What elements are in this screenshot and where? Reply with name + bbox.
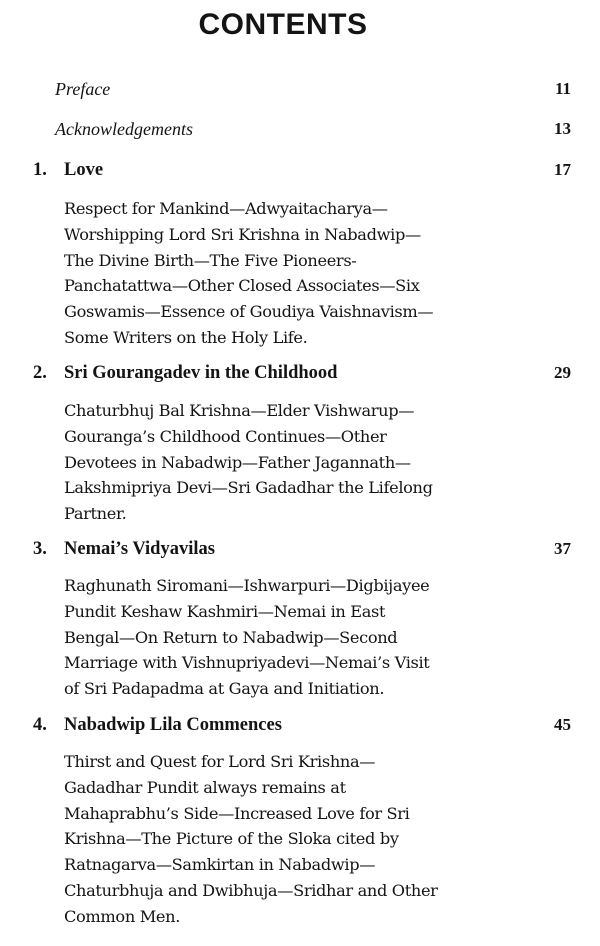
summary-line: Partner. xyxy=(64,504,127,524)
summary-line: of Sri Padapadma at Gaya and Initiation. xyxy=(64,679,385,699)
summary-line: Thirst and Quest for Lord Sri Krishna— xyxy=(64,752,376,771)
chapter-number: 1. xyxy=(33,160,47,180)
chapter-heading xyxy=(33,160,571,184)
page-number: 29 xyxy=(554,363,571,382)
chapter-title: Love xyxy=(64,160,104,180)
chapter-number: 2. xyxy=(33,363,47,383)
summary-line: Krishna—The Picture of the Sloka cited by xyxy=(64,829,399,849)
chapter-4-entry[interactable] xyxy=(33,715,571,926)
summary-line: Gadadhar Pundit always remains at xyxy=(64,777,346,797)
front-matter-title: Acknowledgements xyxy=(55,119,193,139)
chapter-summary xyxy=(64,196,531,351)
summary-line: Mahaprabhu’s Side—Increased Love for Sri xyxy=(64,803,410,823)
chapter-2-entry[interactable] xyxy=(33,363,571,524)
summary-line: Common Men. xyxy=(64,906,181,926)
page-number: 37 xyxy=(554,539,571,558)
summary-line: Chaturbhuja and Dwibhuja—Sridhar and Other xyxy=(64,880,438,900)
page-number: 45 xyxy=(554,715,571,734)
summary-line: Devotees in Nabadwip—Father Jagannath— xyxy=(64,452,411,472)
front-matter-title: Preface xyxy=(55,79,111,99)
summary-line: Worshipping Lord Sri Krishna in Nabadwip— xyxy=(64,224,421,244)
front-matter-acknowledgements[interactable] xyxy=(55,119,571,140)
summary-line: Some Writers on the Holy Life. xyxy=(64,327,308,347)
page-number: 13 xyxy=(554,119,571,138)
summary-line: Pundit Keshaw Kashmiri—Nemai in East xyxy=(64,601,386,621)
summary-line: Respect for Mankind—Adwyaitacharya— xyxy=(64,199,388,218)
summary-line: Chaturbhuj Bal Krishna—Elder Vishwarup— xyxy=(64,401,415,420)
chapter-title: Sri Gourangadev in the Childhood xyxy=(64,363,338,383)
summary-line: Raghunath Siromani—Ishwarpuri—Digbijayee xyxy=(64,576,430,595)
summary-line: Marriage with Vishnupriyadevi—Nemai’s Visit xyxy=(64,653,430,673)
chapter-heading xyxy=(33,363,571,387)
page-number: 17 xyxy=(554,160,571,179)
chapter-summary xyxy=(64,398,531,527)
chapter-heading xyxy=(33,715,571,739)
summary-line: Bengal—On Return to Nabadwip—Second xyxy=(64,627,398,647)
front-matter-preface[interactable] xyxy=(55,79,571,100)
summary-line: The Divine Birth—The Five Pioneers- xyxy=(64,250,357,270)
chapter-summary xyxy=(64,573,531,702)
summary-line: Lakshmipriya Devi—Sri Gadadhar the Lifelong xyxy=(64,478,433,498)
page-title: CONTENTS xyxy=(198,8,368,41)
summary-line: Panchatattwa—Other Closed Associates—Six xyxy=(64,276,420,296)
chapter-1-entry[interactable] xyxy=(33,160,571,347)
summary-line: Goswamis—Essence of Goudiya Vaishnavism— xyxy=(64,302,434,322)
chapter-title: Nemai’s Vidyavilas xyxy=(64,539,215,559)
chapter-number: 3. xyxy=(33,539,47,559)
page-number: 11 xyxy=(554,79,571,98)
chapter-number: 4. xyxy=(33,715,47,735)
summary-line: Ratnagarva—Samkirtan in Nabadwip— xyxy=(64,855,376,875)
chapter-title: Nabadwip Lila Commences xyxy=(64,715,282,735)
chapter-3-entry[interactable] xyxy=(33,539,571,699)
summary-line: Gouranga’s Childhood Continues—Other xyxy=(64,426,387,446)
chapter-heading xyxy=(33,539,571,563)
chapter-summary xyxy=(64,749,531,930)
